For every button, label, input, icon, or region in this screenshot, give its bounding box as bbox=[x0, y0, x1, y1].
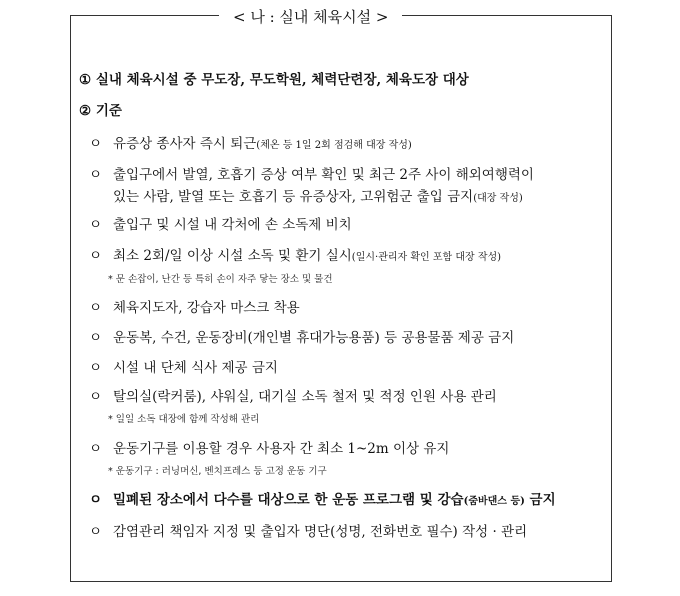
item-text: 시설 내 단체 식사 제공 금지 bbox=[113, 360, 278, 376]
bullet-marker: ㅇ bbox=[89, 492, 103, 508]
item-text: 감염관리 책임자 지정 및 출입자 명단(성명, 전화번호 필수) 작성 · 관리 bbox=[113, 524, 528, 540]
item-subtext: (줌바댄스 등) bbox=[463, 496, 525, 507]
list-item bbox=[89, 522, 527, 542]
list-item bbox=[89, 387, 497, 407]
bullet-marker: ㅇ bbox=[89, 330, 103, 346]
list-item bbox=[89, 490, 556, 512]
list-item bbox=[89, 134, 412, 156]
footnote: * 일일 소독 대장에 함께 작성해 관리 bbox=[108, 414, 260, 425]
bullet-marker: ㅇ bbox=[89, 441, 103, 457]
section-text: 기준 bbox=[95, 103, 122, 119]
item-subtext: (일시·관리자 확인 포함 대장 작성) bbox=[351, 252, 502, 263]
item-text: 있는 사람, 발열 또는 호흡기 등 유증상자, 고위험군 출입 금지 bbox=[113, 189, 474, 205]
section-marker: ② bbox=[79, 103, 92, 119]
item-text: 밀폐된 장소에서 다수를 대상으로 한 운동 프로그램 및 강습 bbox=[113, 492, 464, 508]
item-text: 운동기구를 이용할 경우 사용자 간 최소 1~2m 이상 유지 bbox=[113, 441, 450, 457]
bullet-marker: ㅇ bbox=[89, 136, 103, 152]
section-text: 실내 체육시설 중 무도장, 무도학원, 체력단련장, 체육도장 대상 bbox=[95, 72, 469, 88]
list-item bbox=[89, 358, 278, 378]
list-item bbox=[89, 165, 534, 185]
list-item bbox=[89, 328, 514, 348]
item-text: 운동복, 수건, 운동장비(개인별 휴대가능용품) 등 공용물품 제공 금지 bbox=[113, 330, 515, 346]
list-item bbox=[89, 298, 300, 318]
section-criteria bbox=[79, 101, 122, 121]
section-target bbox=[79, 70, 469, 90]
page-title: < 나 : 실내 체육시설 > bbox=[219, 5, 402, 29]
item-text: 유증상 종사자 즉시 퇴근 bbox=[113, 136, 257, 152]
footnote: * 문 손잡이, 난간 등 특히 손이 자주 닿는 장소 및 물건 bbox=[108, 274, 333, 285]
list-item bbox=[89, 246, 501, 268]
bullet-marker: ㅇ bbox=[89, 389, 103, 405]
section-marker: ① bbox=[79, 72, 92, 88]
item-text: 체육지도자, 강습자 마스크 착용 bbox=[113, 300, 300, 316]
list-item bbox=[89, 439, 449, 459]
item-tail: 금지 bbox=[524, 492, 556, 508]
item-subtext: (체온 등 1일 2회 점검해 대장 작성) bbox=[256, 140, 412, 151]
item-text: 최소 2회/일 이상 시설 소독 및 환기 실시 bbox=[113, 248, 352, 264]
bullet-marker: ㅇ bbox=[89, 167, 103, 183]
item-subtext: (대장 작성) bbox=[473, 193, 523, 204]
footnote: * 운동기구 : 러닝머신, 벤치프레스 등 고정 운동 기구 bbox=[108, 466, 327, 477]
item-text: 출입구에서 발열, 호흡기 증상 여부 확인 및 최근 2주 사이 해외여행력이 bbox=[113, 167, 534, 183]
list-item-continuation bbox=[113, 187, 523, 209]
list-item bbox=[89, 215, 352, 235]
bullet-marker: ㅇ bbox=[89, 217, 103, 233]
bullet-marker: ㅇ bbox=[89, 524, 103, 540]
bullet-marker: ㅇ bbox=[89, 360, 103, 376]
bullet-marker: ㅇ bbox=[89, 248, 103, 264]
bullet-marker: ㅇ bbox=[89, 300, 103, 316]
item-text: 탈의실(락커룸), 샤워실, 대기실 소독 철저 및 적정 인원 사용 관리 bbox=[113, 389, 497, 405]
item-text: 출입구 및 시설 내 각처에 손 소독제 비치 bbox=[113, 217, 352, 233]
